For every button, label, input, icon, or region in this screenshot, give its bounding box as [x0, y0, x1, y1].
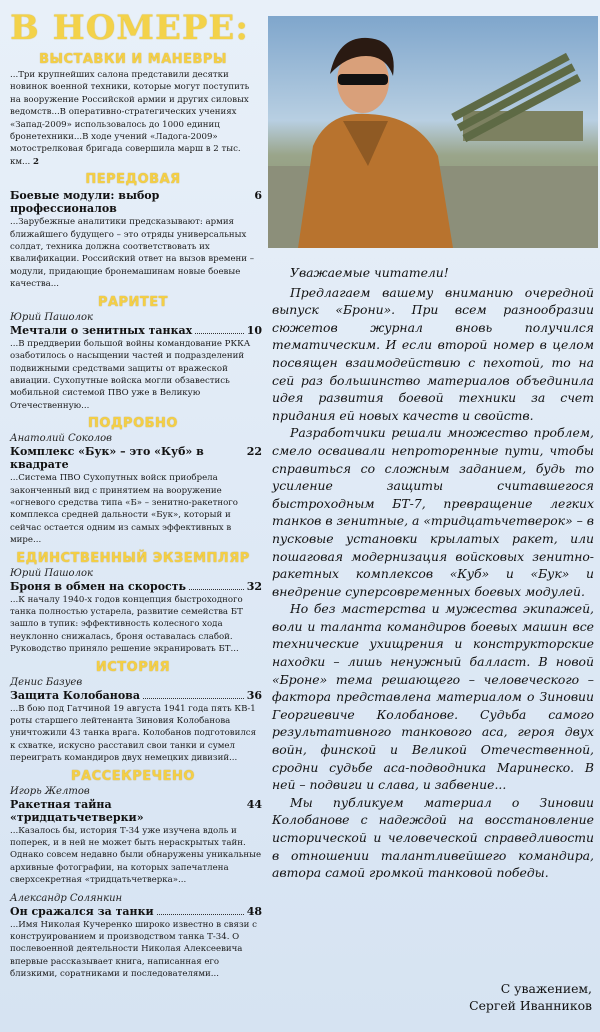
- section-declassified: [4, 769, 262, 981]
- page-number: 6: [254, 189, 262, 203]
- section-title: ВЫСТАВКИ И МАНЕВРЫ: [39, 52, 227, 67]
- article-author: Денис Базуев: [10, 676, 83, 688]
- signature-name: Сергей Иванников: [469, 998, 592, 1013]
- signoff-text: С уважением,: [500, 981, 592, 996]
- person-image: [268, 16, 468, 248]
- section-frontline: [4, 172, 262, 290]
- section-summary: ...Три крупнейших салона представили десятки новинок военной техники, которые могут поступить на вооружение Российской армии и других силовых ведомств...В оперативно-стратегических учениях «Запад-2009» использовалось до 1000 единиц бронетехники...В ходе учений «Ладога-2009» мотострелковая бригада совершила марш в 2 тыс. км... 2: [10, 70, 250, 167]
- letter-paragraph: Но без мастерства и мужества экипажей, воли и таланта командиров боевых машин все технические ухищрения и конструкторские находки – лишь ненужный балласт. В новой «Броне» тема решающего – человеческого – фактора представлена материалом о Зиновии Георгиевиче Колобанове. Судьба самого результативного танкового аса, героя двух войн, финской и Великой Отечественной, сродни судьбе аса-подводника Маринеско. В ней – подвиги и слава, и забвение...: [272, 601, 594, 793]
- article-author: Александр Солянкин: [10, 892, 123, 904]
- editor-photo: [268, 16, 598, 248]
- article-headline[interactable]: Защита Колобанова 36: [10, 688, 262, 702]
- article-headline[interactable]: Броня в обмен на скорость 32: [10, 579, 262, 593]
- contents-column: [4, 0, 262, 981]
- page-number: 36: [246, 688, 262, 702]
- article-author: Юрий Пашолок: [10, 567, 93, 579]
- page-number: 10: [246, 323, 262, 337]
- section-detailed: [4, 416, 262, 546]
- editorial-letter: [272, 264, 594, 882]
- letter-signature: [420, 980, 592, 1014]
- section-summary: ...Имя Николая Кучеренко широко известно в связи с конструированием и производством танка Т-34. О послевоенной деятельности Николая Алексеевича впервые рассказывает книга, написанная его близкими, соратниками и последователями...: [10, 919, 257, 980]
- letter-paragraph: Мы публикуем материал о Зиновии Колобанове с надеждой на восстановление исторической и человеческой справедливости в отношении талантливейшего командира, автора самой громкой танковой победы.: [272, 794, 594, 881]
- section-summary: ...Казалось бы, история Т-34 уже изучена вдоль и поперек, и в ней не может быть нераскрытых тайн. Однако совсем недавно были обнаружены уникальные архивные фотографии, на которых запечатлена сверхсекретная «тридцатьчетверка»...: [10, 825, 262, 886]
- section-title: ПОДРОБНО: [88, 416, 178, 432]
- section-title: ИСТОРИЯ: [95, 659, 171, 675]
- section-title: РАССЕКРЕЧЕНО: [71, 768, 195, 784]
- article-author: Юрий Пашолок: [10, 311, 93, 323]
- section-title: ПЕРЕДОВАЯ: [85, 172, 181, 188]
- section-history: [4, 660, 262, 765]
- section-summary: ...В бою под Гатчиной 19 августа 1941 года пять КВ-1 роты старшего лейтенанта Зиновия Колобанова уничтожили 43 танка врага. Колобанов подготовился к схватке, искусно расставил свои танки и сумел переиграть командиров двух немецких дивизий...: [10, 703, 257, 764]
- section-summary: ...Зарубежные аналитики предсказывают: армия ближайшего будущего – это отряды универсальных солдат, техника должна соответствовать их квалификации. Российский ответ на вызов времени – модули, придающие бронемашинам новые боевые качества...: [10, 217, 255, 290]
- article-headline[interactable]: Он сражался за танки 48: [10, 904, 262, 918]
- page-number: 22: [246, 445, 262, 459]
- section-summary: ...К началу 1940-х годов концепция быстроходного танка полностью устарела, развитие семейства БТ зашло в тупик: эффективность колесного хода неуклонно снижалась, броня оставалась слабой. Руководство приняло решение экранировать БТ...: [10, 594, 243, 655]
- letter-greeting: Уважаемые читатели!: [290, 265, 449, 280]
- section-title: РАРИТЕТ: [97, 294, 169, 310]
- article-headline[interactable]: Ракетная тайна «тридцатьчетверки» 44: [10, 797, 262, 824]
- article-headline[interactable]: Боевые модули: выбор профессионалов 6: [10, 189, 262, 216]
- section-title: ЕДИНСТВЕННЫЙ ЭКЗЕМПЛЯР: [16, 550, 250, 566]
- masthead-title: В НОМЕРЕ:: [10, 8, 249, 48]
- section-summary: ...В преддверии большой войны командование РККА озаботилось о насыщении частей и подразделений подвижными средствами защиты от вражеской авиации. Сухопутные войска могли обзавестись мобильной системой ПВО уже в Великую Отечественную...: [10, 338, 251, 411]
- section-exhibitions: [4, 52, 262, 168]
- page-number: 44: [246, 797, 262, 811]
- page-number: 32: [246, 579, 262, 593]
- letter-paragraph: Предлагаем вашему вниманию очередной выпуск «Брони». При всем разнообразии сюжетов журнал вновь получился тематическим. И если второй номер в целом посвящен взаимодействию с пехотой, то на сей раз большинство материалов объединила идея развития боевой техники за счет придания ей новых качеств и свойств.: [272, 284, 594, 423]
- article-author: Игорь Желтов: [10, 785, 90, 797]
- section-single-copy: [4, 551, 262, 656]
- page-number: 2: [33, 156, 39, 167]
- page-number: 48: [246, 904, 262, 918]
- letter-paragraph: Разработчики решали множество проблем, смело осваивали непроторенные пути, чтобы справиться со сложным заданием, будь то усиление защиты считавшегося быстроходным БТ-7, превращение легких танков в зенитные, а «тридцатьчетверок» – в пусковые установки крылатых ракет, или пошаговая модернизация войсковых зенитно-ракетных комплексов «Куб» и «Бук» и внедрение суперсовременных боевых модулей.: [272, 425, 594, 599]
- article-headline[interactable]: Комплекс «Бук» – это «Куб» в квадрате 22: [10, 445, 262, 472]
- article-author: Анатолий Соколов: [10, 433, 112, 445]
- section-summary: ...Система ПВО Сухопутных войск приобрела законченный вид с принятием на вооружение «огневого средства типа «Б» – зенитно-ракетного комплекса средней дальности «Бук», который и сейчас остается одним из самых эффективных в мире...: [10, 473, 238, 546]
- section-rarity: [4, 295, 262, 412]
- article-headline[interactable]: Мечтали о зенитных танках 10: [10, 323, 262, 337]
